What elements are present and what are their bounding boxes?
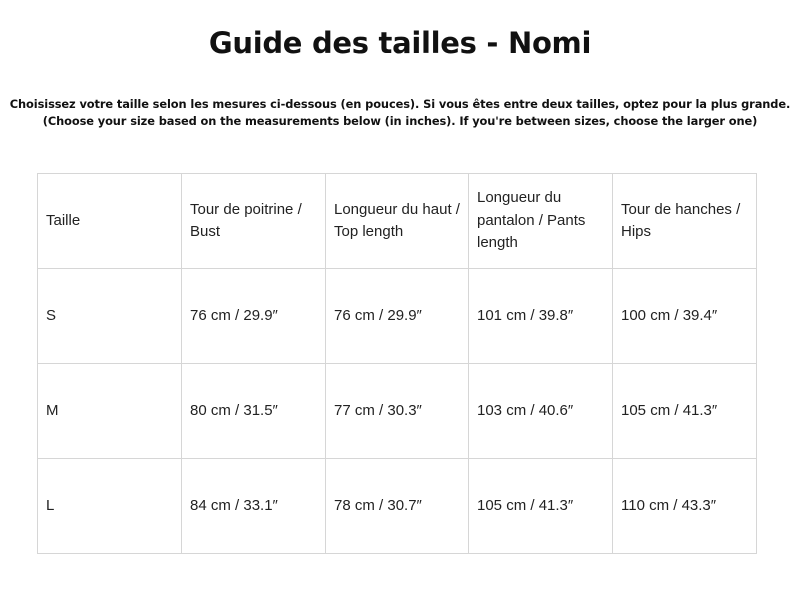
table-row xyxy=(38,269,757,364)
header-pants-length: Longueur du pantalon / Pants length xyxy=(469,174,613,269)
cell-hips: 110 cm / 43.3″ xyxy=(613,459,757,554)
instructions-french: Choisissez votre taille selon les mesures ci-dessous (en pouces). Si vous êtes entre deux tailles, optez pour la plus grande. xyxy=(9,97,791,111)
size-instructions xyxy=(0,96,800,130)
table-header-row xyxy=(38,174,757,269)
size-chart-table xyxy=(37,173,757,554)
table-row xyxy=(38,364,757,459)
cell-bust: 80 cm / 31.5″ xyxy=(182,364,326,459)
cell-bust: 84 cm / 33.1″ xyxy=(182,459,326,554)
cell-pants-length: 105 cm / 41.3″ xyxy=(469,459,613,554)
cell-top-length: 78 cm / 30.7″ xyxy=(326,459,469,554)
cell-size: M xyxy=(38,364,182,459)
cell-top-length: 77 cm / 30.3″ xyxy=(326,364,469,459)
cell-top-length: 76 cm / 29.9″ xyxy=(326,269,469,364)
header-hips: Tour de hanches / Hips xyxy=(613,174,757,269)
cell-hips: 105 cm / 41.3″ xyxy=(613,364,757,459)
table-row xyxy=(38,459,757,554)
header-size: Taille xyxy=(38,174,182,269)
cell-size: S xyxy=(38,269,182,364)
header-top-length: Longueur du haut / Top length xyxy=(326,174,469,269)
page-title: Guide des tailles - Nomi xyxy=(208,26,592,60)
cell-size: L xyxy=(38,459,182,554)
cell-bust: 76 cm / 29.9″ xyxy=(182,269,326,364)
cell-pants-length: 101 cm / 39.8″ xyxy=(469,269,613,364)
cell-hips: 100 cm / 39.4″ xyxy=(613,269,757,364)
instructions-english: (Choose your size based on the measurements below (in inches). If you're between sizes, choose the larger one) xyxy=(42,114,758,128)
cell-pants-length: 103 cm / 40.6″ xyxy=(469,364,613,459)
header-bust: Tour de poitrine / Bust xyxy=(182,174,326,269)
